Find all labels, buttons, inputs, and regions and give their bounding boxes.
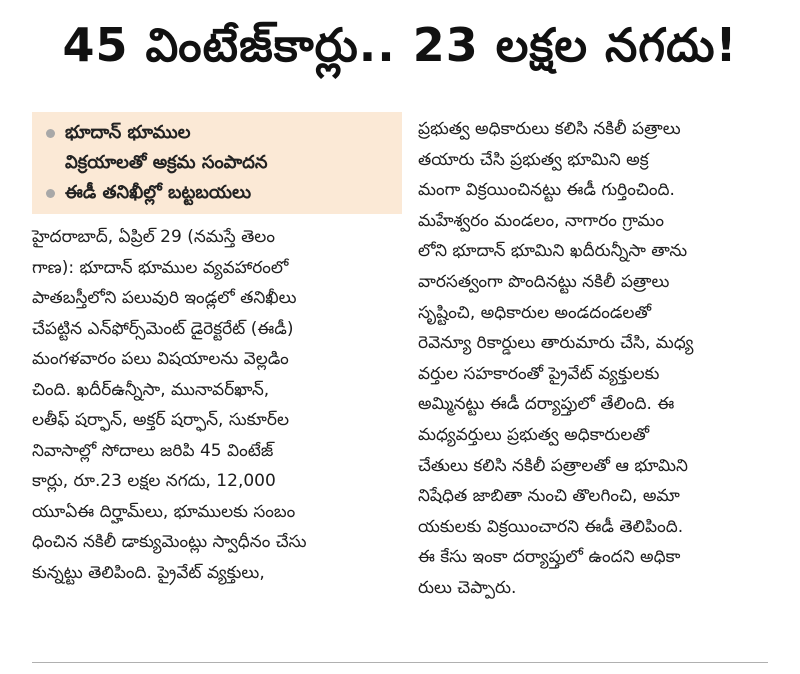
- left-column: [32, 112, 402, 588]
- highlight-text: భూదాన్ భూముల విక్రయాలతో అక్రమ సంపాదన: [65, 122, 268, 173]
- highlight-box: [32, 112, 402, 214]
- highlight-item: [46, 178, 392, 208]
- bullet-icon: [46, 129, 55, 138]
- headline: 45 వింటేజ్‌కార్లు.. 23 లక్షల నగదు!: [62, 18, 738, 72]
- left-body-text: హైదరాబాద్, ఏప్రిల్ 29 (నమస్తే తెలం గాణ): భూదాన్ భూముల వ్యవహారంలో పాతబస్తీలోని పలువురి ఇండ్లలో తనిఖీలు చేపట్టిన ఎన్‌ఫోర్స్‌మెంట్ డైరెక్టరేట్ (ఈడీ) మంగళవారం పలు విషయాలను వెల్లడిం చింది. ఖదీర్‌ఉన్నీసా, మునావర్‌ఖాన్, లతీఫ్ షర్ఫాన్, అక్తర్ షర్ఫాన్, సుకూర్‌ల నివాసాల్లో సోదాలు జరిపి 45 వింటేజ్ కార్లు, రూ.23 లక్షల నగదు, 12,000 యూఏఈ దిర్హామ్‌లు, భూములకు సంబం ధించిన నకిలీ డాక్యుమెంట్లు స్వాధీనం చేసు కున్నట్టు తెలిపింది. ప్రైవేట్ వ్యక్తులు,: [32, 227, 307, 583]
- highlight-text: ఈడీ తనిఖీల్లో బట్టబయలు: [65, 182, 252, 203]
- bullet-icon: [46, 189, 55, 198]
- bottom-divider: [32, 662, 768, 663]
- highlight-item: [46, 118, 392, 178]
- right-column: [418, 114, 768, 604]
- right-body-text: ప్రభుత్వ అధికారులు కలిసి నకిలీ పత్రాలు తయారు చేసి ప్రభుత్వ భూమిని అక్ర మంగా విక్రయించినట్టు ఈడీ గుర్తించింది. మహేశ్వరం మండలం, నాగారం గ్రామం లోని భూదాన్ భూమిని ఖదీరున్నీసా తాను వారసత్వంగా పొందినట్టు నకిలీ పత్రాలు సృష్టించి, అధికారుల అండదండలతో రెవెన్యూ రికార్డులు తారుమారు చేసి, మధ్య వర్తుల సహకారంతో ప్రైవేట్ వ్యక్తులకు అమ్మినట్టు ఈడీ దర్యాప్తులో తేలింది. ఈ మధ్యవర్తులు ప్రభుత్వ అధికారులతో చేతులు కలిసి నకిలీ పత్రాలతో ఆ భూమిని నిషేధిత జాబితా నుంచి తొలగించి, అమా యకులకు విక్రయించారని ఈడీ తెలిపింది. ఈ కేసు ఇంకా దర్యాప్తులో ఉందని అధికా రులు చెప్పారు.: [418, 119, 694, 598]
